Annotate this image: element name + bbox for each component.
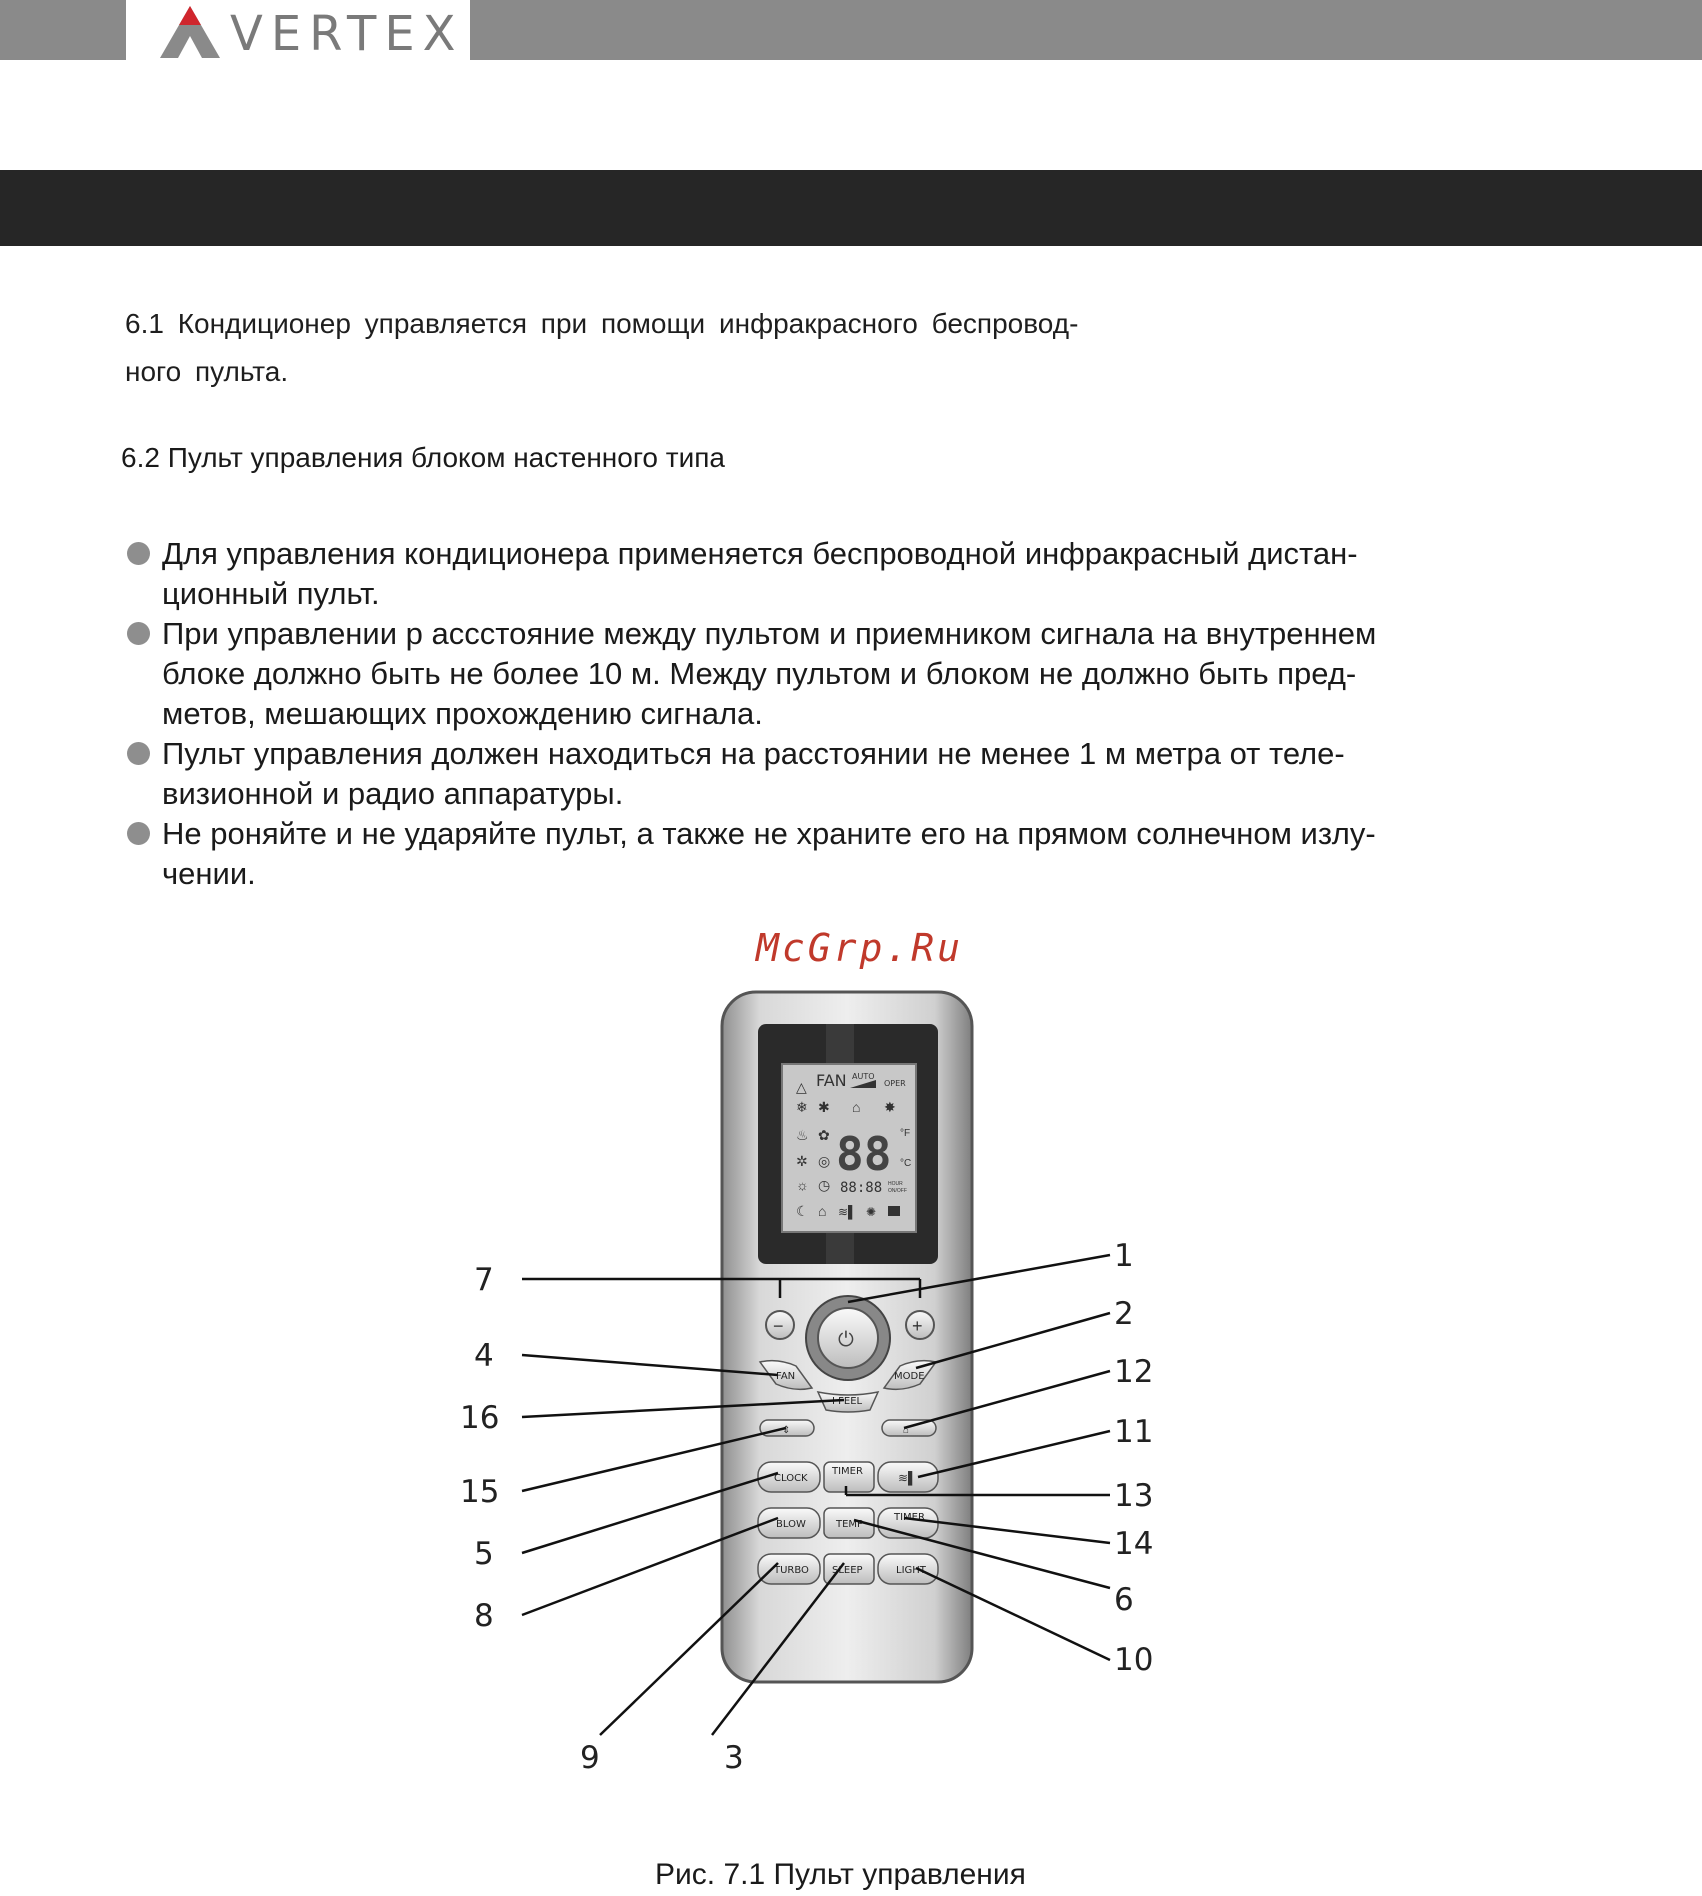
callout-11: 11 (1114, 1414, 1154, 1450)
callout-9: 9 (580, 1740, 600, 1776)
bullet-list (125, 534, 1545, 894)
bullet-line: блоке должно быть не более 10 м. Между пультом и блоком не должно быть пред- (162, 656, 1357, 691)
lcd-lock-icon (888, 1206, 900, 1216)
bullet-dot-icon (127, 622, 150, 645)
callout-13: 13 (1114, 1478, 1154, 1514)
quiet-icon: ≋▌ (898, 1471, 917, 1485)
watermark: McGrp.Ru (756, 926, 964, 970)
brand-logo (150, 0, 464, 62)
auto-mode-icon: △ (796, 1079, 807, 1095)
timer-off-button-label: TIMER (894, 1512, 925, 1523)
clock-icon: ◷ (818, 1177, 831, 1193)
lcd-temperature: 88 (836, 1127, 892, 1181)
callout-7: 7 (474, 1262, 494, 1298)
section-title-bar (0, 170, 1702, 246)
bullet-line: Пульт управления должен находиться на расстоянии не менее 1 м метра от теле- (162, 736, 1345, 771)
section-62-heading: 6.2 Пульт управления блоком настенного типа (121, 442, 725, 473)
health-icon: ✱ (818, 1099, 830, 1115)
lcd-time: 88:88 (840, 1180, 883, 1196)
list-item (125, 614, 1545, 734)
header-bar-right (470, 0, 1702, 60)
callout-3: 3 (724, 1740, 744, 1776)
fan-mode-icon: ✲ (796, 1153, 808, 1169)
bullet-dot-icon (127, 822, 150, 845)
lcd-oper-label: OPER (884, 1079, 906, 1088)
lcd-fan-label: FAN (816, 1071, 847, 1090)
section-61-line1: 6.1 Кондиционер управляется при помощи инфракрасного беспровод- (125, 308, 1079, 339)
bullet-dot-icon (127, 742, 150, 765)
list-item (125, 734, 1545, 814)
bug-icon: ✸ (884, 1099, 896, 1115)
blow-button-label: BLOW (776, 1519, 806, 1530)
figure-caption: Рис. 7.1 Пульт управления (655, 1858, 1026, 1891)
header-bar-left (0, 0, 126, 60)
bullet-line: чении. (162, 856, 256, 891)
temp-button-label: TEMP (836, 1519, 864, 1530)
cool-mode-icon: ❄ (796, 1099, 808, 1115)
callout-8: 8 (474, 1598, 494, 1634)
lcd-light-icon: ✺ (866, 1205, 877, 1219)
list-item (125, 534, 1545, 614)
bullet-dot-icon (127, 542, 150, 565)
lcd-onoff-label: ON/OFF (888, 1188, 907, 1194)
bullet-line: При управлении р ассстояние между пультом и приемником сигнала на внутреннем (162, 616, 1377, 651)
lcd-auto-label: AUTO (852, 1072, 875, 1081)
lcd-unit-c: °C (900, 1158, 912, 1169)
callout-16: 16 (460, 1400, 500, 1436)
vertex-logo-icon (150, 0, 230, 60)
home-temp-icon: ⌂ (818, 1203, 827, 1219)
remote-control-figure (460, 980, 1220, 1800)
turbo-button-label: TURBO (774, 1565, 809, 1576)
blow-icon: ✿ (818, 1127, 830, 1143)
timer-on-button-label: TIMER (832, 1466, 863, 1477)
callout-10: 10 (1114, 1642, 1154, 1678)
light-button-label: LIGHT (896, 1565, 926, 1576)
bullet-line: визионной и радио аппаратуры. (162, 776, 624, 811)
sleep-button-label: SLEEP (832, 1565, 863, 1576)
fan-button-label: FAN (776, 1371, 796, 1382)
swing-icon: ◎ (818, 1153, 831, 1169)
heat-mode-icon: ☼ (796, 1177, 809, 1193)
minus-icon: − (773, 1316, 784, 1336)
swing-icon: ⇕ (782, 1425, 791, 1436)
i-feel-button-label: I FEEL (832, 1396, 863, 1407)
brand-name: VERTEX (230, 6, 464, 62)
bullet-line: Не роняйте и не ударяйте пульт, а также не храните его на прямом солнечном излу- (162, 816, 1376, 851)
clock-button-label: CLOCK (774, 1473, 808, 1484)
lcd-hour-label: HOUR (888, 1181, 903, 1187)
house-icon: ⌂ (852, 1099, 861, 1115)
callout-2: 2 (1114, 1296, 1134, 1332)
lcd-quiet-icon: ≋▌ (838, 1205, 857, 1219)
bullet-line: метов, мешающих прохождению сигнала. (162, 696, 763, 731)
power-icon: ⏻ (838, 1329, 854, 1351)
bullet-line: ционный пульт. (162, 576, 380, 611)
callout-5: 5 (474, 1536, 494, 1572)
callout-12: 12 (1114, 1354, 1154, 1390)
list-item (125, 814, 1545, 894)
lcd-unit-f: °F (900, 1128, 911, 1139)
callout-4: 4 (474, 1338, 494, 1374)
mode-button-label: MODE (894, 1371, 925, 1382)
home-icon: ⌂ (903, 1425, 910, 1436)
sleep-mode-icon: ☾ (796, 1203, 809, 1219)
callout-6: 6 (1114, 1582, 1134, 1618)
dry-mode-icon: ♨ (796, 1127, 809, 1143)
plus-icon: + (912, 1316, 923, 1336)
callout-1: 1 (1114, 1238, 1134, 1274)
section-61-line2: ного пульта. (125, 356, 289, 387)
callout-14: 14 (1114, 1526, 1154, 1562)
callout-15: 15 (460, 1474, 500, 1510)
bullet-line: Для управления кондиционера применяется беспроводной инфракрасный дистан- (162, 536, 1358, 571)
